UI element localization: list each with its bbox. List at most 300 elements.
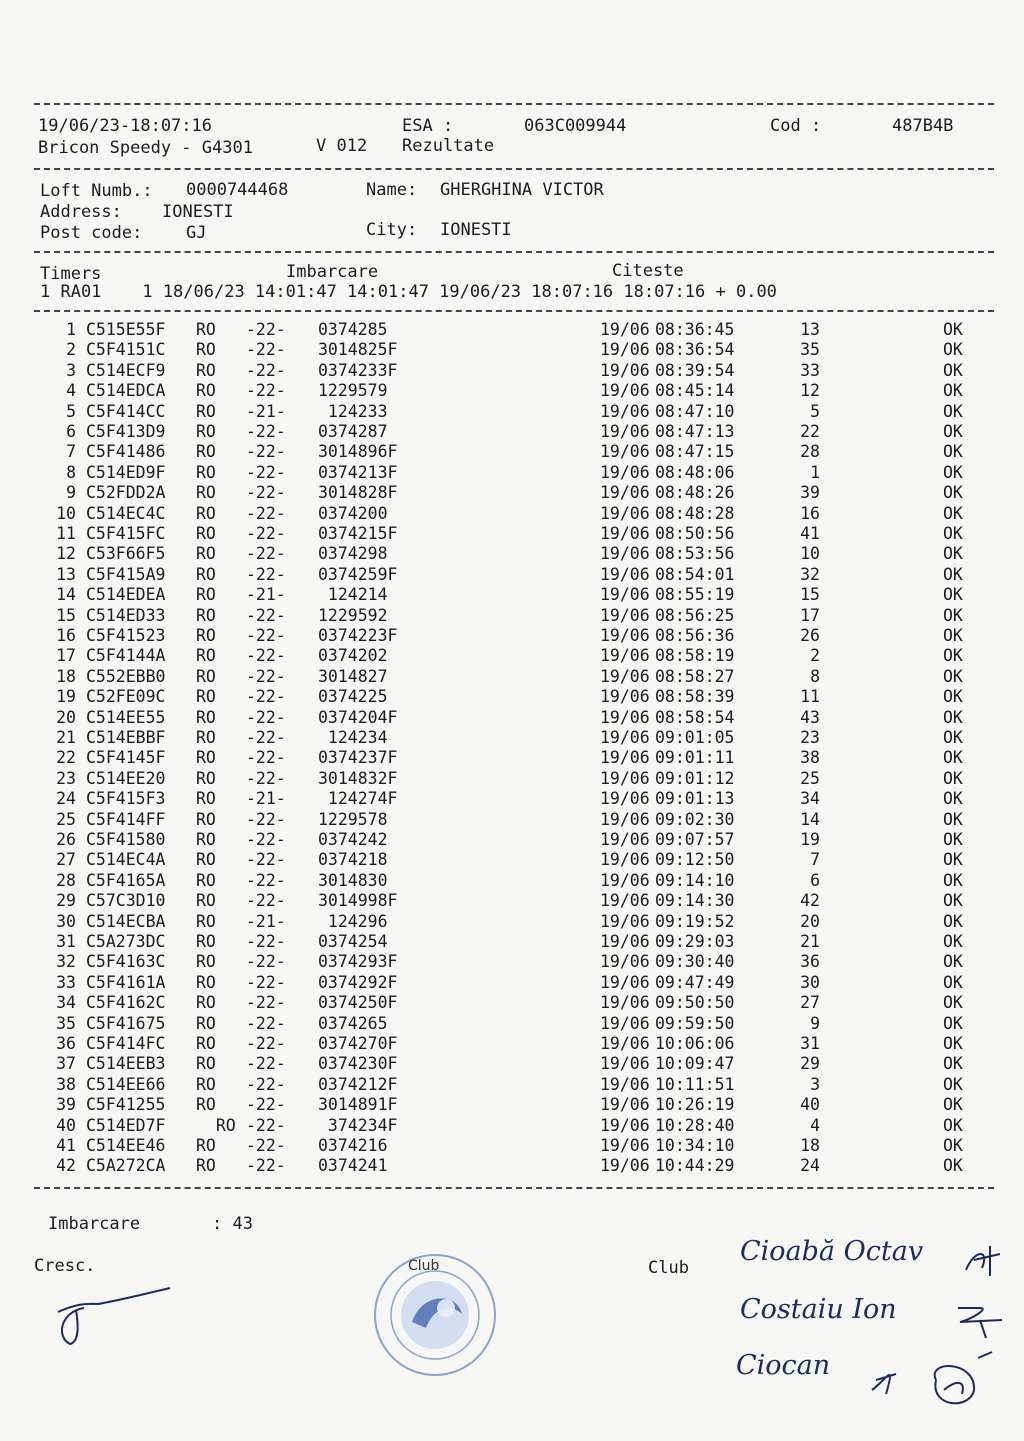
table-row [0,483,1024,503]
table-row [0,585,1024,605]
table-row [0,850,1024,870]
country-code: RO [196,381,216,401]
club-label: Club [648,1258,689,1278]
arrival-time: 08:36:54 [655,340,735,360]
row-number: 17 [56,646,76,666]
ring-id: C5F41580 [86,830,166,849]
ring-year: -22- [246,340,286,360]
ring-code: 0374265 [318,1013,388,1033]
position: 28 [800,442,820,462]
arrival-time: 08:56:25 [655,605,735,625]
ring-code: 0374298 [318,544,388,564]
arrival-date: 19/06 [600,1034,650,1053]
country-code: RO [196,809,216,829]
status-ok: OK [943,1136,963,1155]
ring-year: -21- [246,585,286,605]
row-number: 39 [56,1095,76,1115]
status-ok: OK [943,646,963,666]
row-number: 12 [56,544,76,564]
table-row [0,544,1024,564]
country-code: RO [196,422,216,441]
ring-code: 1229592 [318,605,388,625]
city-label: City: [366,220,418,240]
row-number: 38 [56,1074,76,1094]
table-row [0,463,1024,483]
table-row [0,952,1024,972]
arrival-time: 09:01:12 [655,768,735,788]
table-row [0,565,1024,585]
row-number: 23 [56,768,76,788]
arrival-date: 19/06 [600,340,650,360]
country-code: RO [196,524,216,543]
row-number: 34 [56,993,76,1013]
city: IONESTI [440,220,512,240]
esa-label: ESA : [402,116,454,136]
position: 42 [800,891,820,911]
position: 21 [800,932,820,951]
ring-id: C514EEB3 [86,1054,166,1074]
position: 33 [800,360,820,380]
arrival-time: 08:55:19 [655,585,735,605]
arrival-time: 08:36:45 [655,320,735,339]
ring-code: 0374225 [318,687,388,707]
status-ok: OK [943,809,963,829]
table-row [0,891,1024,911]
ring-id: C5F4162C [86,993,166,1013]
ring-year: -22- [246,544,286,564]
position: 34 [800,789,820,809]
arrival-date: 19/06 [600,850,650,870]
ring-code: 3014832F [318,768,398,788]
divider [34,310,994,312]
arrival-date: 19/06 [600,891,650,911]
table-row [0,1075,1024,1095]
country-code: RO [196,891,216,911]
ring-id: C514ED33 [86,605,166,625]
position: 16 [800,503,820,523]
position: 19 [800,830,820,849]
status-ok: OK [943,483,963,503]
ring-id: C5F41255 [86,1095,166,1115]
arrival-time: 08:48:28 [655,503,735,523]
status-ok: OK [943,748,963,768]
status-ok: OK [943,585,963,605]
signature-mark-1 [960,1240,1010,1280]
arrival-time: 09:30:40 [655,952,735,972]
country-code: RO [196,768,216,788]
ring-year: -22- [246,422,286,441]
ring-code: 0374213F [318,462,398,482]
status-ok: OK [943,1034,963,1053]
ring-id: C5F415F3 [86,789,166,809]
ring-id: C5A273DC [86,932,166,951]
arrival-time: 08:58:54 [655,707,735,727]
table-row [0,748,1024,768]
ring-code: 0374212F [318,1074,398,1094]
signature-mark-2 [950,1300,1010,1340]
position: 27 [800,993,820,1013]
ring-id: C5F414CC [86,401,166,421]
country-code: RO [196,1136,216,1155]
country-code: RO [196,544,216,564]
country-code: RO [196,646,216,666]
divider [34,103,994,105]
ring-year: -22- [246,1095,286,1115]
country-code: RO [196,870,216,890]
ring-id: C514EE66 [86,1074,166,1094]
country-code: RO [196,830,216,849]
ring-year: -22- [246,483,286,503]
position: 24 [800,1156,820,1176]
ring-year: -22- [246,830,286,849]
row-number: 36 [56,1034,76,1053]
country-code: RO [196,360,216,380]
country-code: RO [196,850,216,870]
ring-id: C5F4161A [86,972,166,992]
status-ok: OK [943,1156,963,1176]
position: 4 [810,1115,820,1135]
country-code: RO [196,626,216,645]
arrival-date: 19/06 [600,1156,650,1176]
ring-year: -22- [246,870,286,890]
timer-row: 1 RA01 1 18/06/23 14:01:47 14:01:47 19/06/23 18:07:16 18:07:16 + 0.00 [40,282,777,302]
ring-code: 0374223F [318,626,398,645]
ring-id: C53F66F5 [86,544,166,564]
arrival-date: 19/06 [600,462,650,482]
ring-id: C5F4165A [86,870,166,890]
status-ok: OK [943,1054,963,1074]
arrival-time: 09:14:30 [655,891,735,911]
status-ok: OK [943,1013,963,1033]
arrival-date: 19/06 [600,381,650,401]
ring-year: -22- [246,972,286,992]
ring-year: -22- [246,605,286,625]
country-code: RO [196,340,216,360]
cod-label: Cod : [770,116,822,136]
ring-year: -22- [246,503,286,523]
ring-year: -22- [246,360,286,380]
position: 22 [800,422,820,441]
arrival-time: 08:45:14 [655,381,735,401]
ring-id: C514EC4C [86,503,166,523]
ring-year: -22- [246,381,286,401]
ring-year: -22- [246,850,286,870]
arrival-time: 08:48:06 [655,462,735,482]
ring-year: -22- [246,809,286,829]
postcode-label: Post code: [40,223,143,243]
position: 32 [800,564,820,584]
row-number: 6 [66,422,76,441]
table-row [0,810,1024,830]
signature-mark-3 [866,1350,1006,1414]
table-row [0,1034,1024,1054]
row-number: 10 [56,503,76,523]
arrival-time: 09:59:50 [655,1013,735,1033]
arrival-date: 19/06 [600,932,650,951]
ring-id: C5F41523 [86,626,166,645]
row-number: 41 [56,1136,76,1155]
country-code: RO [196,932,216,951]
ring-code: 0374254 [318,932,388,951]
position: 39 [800,483,820,503]
position: 35 [800,340,820,360]
arrival-time: 09:19:52 [655,911,735,931]
position: 13 [800,320,820,339]
ring-id: C52FDD2A [86,483,166,503]
position: 40 [800,1095,820,1115]
ring-code: 3014828F [318,483,398,503]
cresc-label: Cresc. [34,1256,96,1276]
esa-value: 063C009944 [524,116,627,136]
ring-code: 0374215F [318,524,398,543]
country-code: RO [196,1095,216,1115]
ring-id: C552EBB0 [86,666,166,686]
country-code: RO [196,993,216,1013]
arrival-date: 19/06 [600,1115,650,1135]
ring-year: -22- [246,768,286,788]
position: 36 [800,952,820,972]
ring-code: 3014825F [318,340,398,360]
ring-year: -22- [246,666,286,686]
position: 14 [800,809,820,829]
status-ok: OK [943,340,963,360]
arrival-date: 19/06 [600,707,650,727]
table-row [0,646,1024,666]
table-row [0,667,1024,687]
device-name: Bricon Speedy - G4301 [38,138,253,158]
ring-year: -22- [246,952,286,972]
table-row [0,1054,1024,1074]
arrival-date: 19/06 [600,1095,650,1115]
table-row [0,1095,1024,1115]
position: 10 [800,544,820,564]
status-ok: OK [943,1115,963,1135]
position: 18 [800,1136,820,1155]
arrival-date: 19/06 [600,1136,650,1155]
ring-code: 124274F [318,789,398,809]
postcode: GJ [186,223,207,243]
status-ok: OK [943,728,963,747]
position: 2 [810,646,820,666]
arrival-date: 19/06 [600,972,650,992]
ring-year: -22- [246,932,286,951]
table-row [0,504,1024,524]
arrival-date: 19/06 [600,666,650,686]
ring-code: 124234 [318,728,388,747]
ring-code: 0374292F [318,972,398,992]
country-code: RO [196,728,216,747]
arrival-date: 19/06 [600,993,650,1013]
ring-year: -22- [246,993,286,1013]
status-ok: OK [943,1095,963,1115]
row-number: 4 [66,381,76,401]
row-number: 14 [56,585,76,605]
ring-id: C5F41486 [86,442,166,462]
ring-year: -22- [246,320,286,339]
ring-id: C5F4151C [86,340,166,360]
ring-id: C5F4163C [86,952,166,972]
arrival-time: 08:50:56 [655,524,735,543]
ring-code: 0374233F [318,360,398,380]
imbarcare-total-value: : 43 [212,1214,253,1234]
ring-id: C5F4144A [86,646,166,666]
arrival-date: 19/06 [600,605,650,625]
country-code: RO [196,1034,216,1053]
arrival-time: 08:58:39 [655,687,735,707]
arrival-time: 08:56:36 [655,626,735,645]
status-ok: OK [943,564,963,584]
arrival-date: 19/06 [600,544,650,564]
status-ok: OK [943,605,963,625]
country-code: RO [196,1013,216,1033]
country-code: RO [196,503,216,523]
table-row [0,728,1024,748]
ring-code: 0374216 [318,1136,388,1155]
status-ok: OK [943,768,963,788]
table-row [0,340,1024,360]
arrival-time: 08:47:13 [655,422,735,441]
ring-year: -22- [246,462,286,482]
country-code: RO [196,1074,216,1094]
row-number: 31 [56,932,76,951]
arrival-time: 08:54:01 [655,564,735,584]
ring-code: 0374293F [318,952,398,972]
ring-id: C5F414FC [86,1034,166,1053]
row-number: 30 [56,911,76,931]
status-ok: OK [943,360,963,380]
ring-code: 0374241 [318,1156,388,1176]
position: 29 [800,1054,820,1074]
status-ok: OK [943,972,963,992]
status-ok: OK [943,830,963,849]
handwritten-name-2: Costaiu Ion [740,1294,897,1325]
arrival-time: 08:47:10 [655,401,735,421]
row-number: 13 [56,564,76,584]
country-code: RO [196,666,216,686]
position: 23 [800,728,820,747]
ring-id: C514EE55 [86,707,166,727]
ring-code: 3014830 [318,870,388,890]
row-number: 18 [56,666,76,686]
ring-year: -22- [246,442,286,462]
row-number: 26 [56,830,76,849]
table-row [0,973,1024,993]
status-ok: OK [943,442,963,462]
arrival-time: 09:47:49 [655,972,735,992]
address: IONESTI [162,202,234,222]
country-code: RO [196,564,216,584]
arrival-date: 19/06 [600,442,650,462]
row-number: 11 [56,524,76,543]
arrival-time: 09:02:30 [655,809,735,829]
ring-year: -22- [246,1074,286,1094]
table-row [0,1136,1024,1156]
ring-id: C514ECF9 [86,360,166,380]
country-code: RO [196,320,216,339]
table-row [0,708,1024,728]
ring-year: -22- [246,748,286,768]
ring-id: C5F415A9 [86,564,166,584]
ring-year: -22- [246,1034,286,1053]
table-row [0,422,1024,442]
ring-code: 0374204F [318,707,398,727]
arrival-time: 10:44:29 [655,1156,735,1176]
arrival-time: 10:06:06 [655,1034,735,1053]
position: 17 [800,605,820,625]
country-code: RO [196,1156,216,1176]
country-code: RO [196,585,216,605]
arrival-time: 09:14:10 [655,870,735,890]
row-number: 5 [66,401,76,421]
ring-code: 1229579 [318,381,388,401]
row-number: 22 [56,748,76,768]
row-number: 1 [66,320,76,339]
ring-code: 0374285 [318,320,388,339]
divider [34,251,994,253]
ring-year: -21- [246,789,286,809]
document-title: Rezultate [402,136,495,156]
ring-year: -22- [246,687,286,707]
arrival-time: 08:53:56 [655,544,735,564]
ring-id: C514ECBA [86,911,166,931]
row-number: 25 [56,809,76,829]
table-row [0,524,1024,544]
ring-code: 124214 [318,585,388,605]
ring-year: -22- [246,1013,286,1033]
arrival-time: 10:28:40 [655,1115,735,1135]
arrival-date: 19/06 [600,830,650,849]
ring-code: 3014827 [318,666,388,686]
ring-year: -22- [246,1136,286,1155]
position: 8 [810,666,820,686]
country-code: RO [196,952,216,972]
row-number: 42 [56,1156,76,1176]
arrival-date: 19/06 [600,483,650,503]
arrival-time: 09:07:57 [655,830,735,849]
table-row [0,402,1024,422]
position: 9 [810,1013,820,1033]
table-row [0,912,1024,932]
country-code: RO [196,707,216,727]
arrival-time: 09:12:50 [655,850,735,870]
arrival-time: 10:34:10 [655,1136,735,1155]
position: 20 [800,911,820,931]
arrival-date: 19/06 [600,687,650,707]
ring-year: -22- [246,1054,286,1074]
arrival-date: 19/06 [600,768,650,788]
arrival-date: 19/06 [600,646,650,666]
ring-id: C5F414FF [86,809,166,829]
table-row [0,381,1024,401]
table-row [0,789,1024,809]
ring-code: 124233 [318,401,388,421]
arrival-date: 19/06 [600,1013,650,1033]
arrival-time: 09:01:11 [655,748,735,768]
row-number: 24 [56,789,76,809]
country-code: RO [196,605,216,625]
country-code: RO [196,972,216,992]
arrival-date: 19/06 [600,524,650,543]
ring-year: -22- [246,891,286,911]
position: 41 [800,524,820,543]
ring-code: 124296 [318,911,388,931]
row-number: 8 [66,462,76,482]
row-number: 7 [66,442,76,462]
position: 12 [800,381,820,401]
position: 25 [800,768,820,788]
ring-code: 374234F [318,1115,398,1135]
imbarcare-total-label: Imbarcare [48,1214,141,1234]
